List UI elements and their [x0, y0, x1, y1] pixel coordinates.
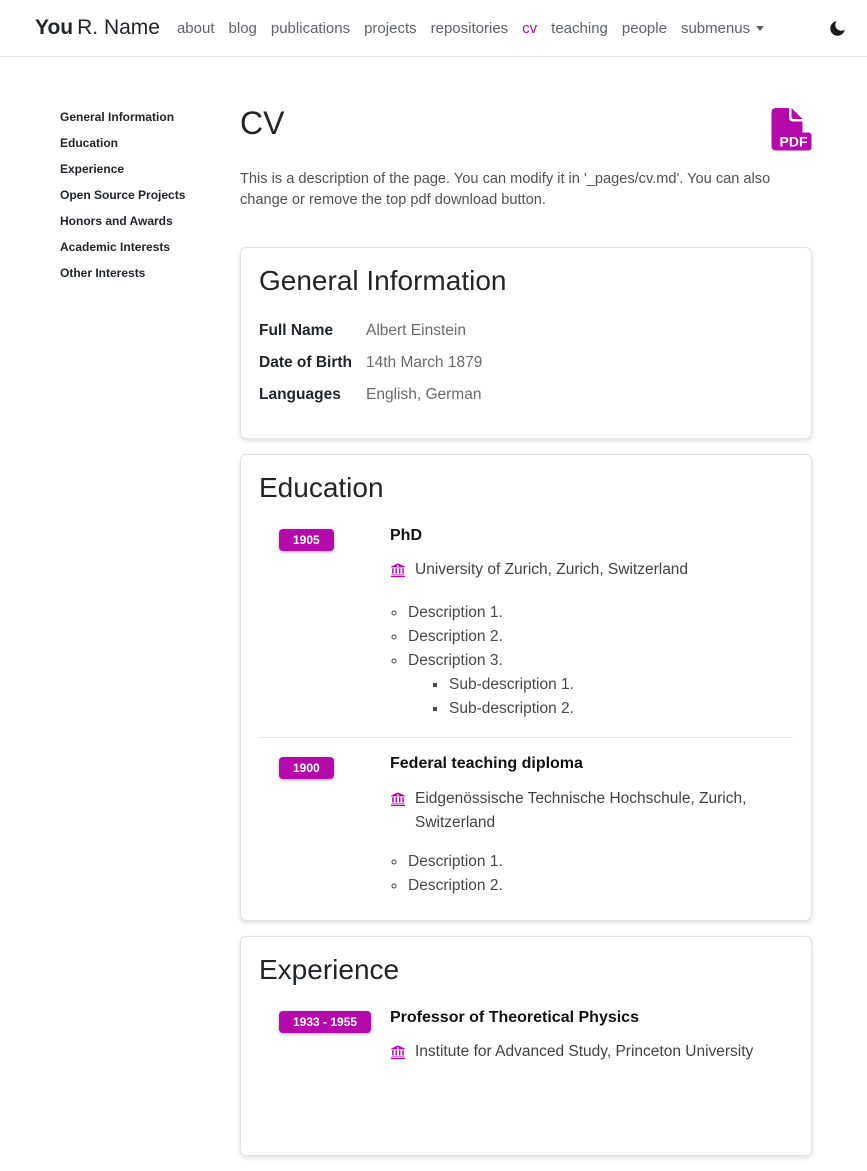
- nav-item-repositories[interactable]: repositories: [430, 19, 509, 37]
- toc-item-academic-interests[interactable]: Academic Interests: [60, 240, 171, 254]
- sub-description-item: ▪ Sub-description 1.: [448, 673, 793, 697]
- institution-row: [390, 1040, 793, 1068]
- institution-row: [390, 558, 793, 586]
- entry-content: [390, 1008, 793, 1068]
- description-text: Description 3.: [408, 652, 503, 670]
- general-information-title: General Information: [259, 265, 507, 296]
- moon-icon: [828, 19, 847, 38]
- info-value: English, German: [366, 385, 482, 403]
- main-content: [240, 97, 812, 1171]
- info-value: Albert Einstein: [366, 321, 466, 339]
- education-title: Education: [259, 471, 384, 503]
- nav-item-about[interactable]: about: [176, 19, 215, 37]
- pdf-download-button[interactable]: [765, 107, 812, 153]
- description-item: ◦ Description 2.: [407, 874, 793, 898]
- info-row-languages: [259, 384, 793, 405]
- entry-year-column: [259, 754, 390, 897]
- info-value: 14th March 1879: [366, 353, 483, 371]
- dark-mode-toggle[interactable]: [828, 19, 847, 38]
- nav-item-people[interactable]: people: [621, 19, 667, 37]
- nav-item-publications[interactable]: publications: [270, 19, 351, 37]
- description-item: ◦ Description 2.: [407, 625, 793, 649]
- experience-title: Experience: [259, 953, 400, 985]
- submenus-label: submenus: [680, 19, 751, 37]
- experience-card: [240, 936, 812, 1156]
- description-item: [407, 649, 793, 721]
- brand-first-name: You: [35, 16, 74, 39]
- institution-name: University of Zurich, Zurich, Switzerland: [415, 561, 689, 579]
- page-title: CV: [240, 105, 285, 141]
- education-card: [240, 454, 812, 921]
- description-list: [390, 850, 793, 898]
- info-row-full-name: [259, 320, 793, 341]
- nav-item-submenus[interactable]: [681, 20, 764, 37]
- education-entry-diploma: [259, 754, 793, 897]
- toc-item-experience[interactable]: Experience: [60, 162, 125, 176]
- info-row-date-of-birth: [259, 352, 793, 373]
- chevron-down-icon: [756, 26, 764, 31]
- year-badge: 1905: [279, 529, 334, 551]
- toc-item-honors-and-awards[interactable]: Honors and Awards: [60, 214, 173, 228]
- pdf-file-icon: [765, 107, 812, 153]
- entry-content: [390, 526, 793, 721]
- university-icon: [390, 787, 415, 835]
- top-navbar: [0, 0, 867, 57]
- university-icon: [390, 558, 415, 586]
- institution-name: Institute for Advanced Study, Princeton University: [415, 1043, 754, 1061]
- nav-item-teaching[interactable]: teaching: [551, 19, 608, 37]
- year-badge: 1900: [279, 757, 334, 779]
- toc-sidebar: [60, 111, 220, 293]
- toc-item-general-information[interactable]: General Information: [60, 110, 175, 124]
- entry-title: Federal teaching diploma: [390, 755, 583, 773]
- description-item: ◦ Description 1.: [407, 850, 793, 874]
- page-header: [240, 97, 812, 153]
- nav-item-projects[interactable]: projects: [364, 19, 417, 37]
- page-description: This is a description of the page. You can modify it in '_pages/cv.md'. You can also change or remove the top pdf download button.: [240, 171, 771, 208]
- experience-entry-professor: [259, 1008, 793, 1068]
- description-item: ◦ Description 1.: [407, 601, 793, 625]
- sub-description-item: ▪ Sub-description 2.: [448, 697, 793, 721]
- university-icon: [390, 1040, 415, 1068]
- sub-description-list: [408, 673, 793, 721]
- entry-year-column: [259, 1008, 390, 1068]
- entry-content: [390, 754, 793, 897]
- toc-item-open-source-projects[interactable]: Open Source Projects: [60, 188, 186, 202]
- toc-item-education[interactable]: Education: [60, 136, 119, 150]
- svg-text:PDF: PDF: [779, 133, 808, 150]
- info-label: Languages: [259, 385, 341, 403]
- site-brand[interactable]: [35, 16, 160, 40]
- toc-item-other-interests[interactable]: Other Interests: [60, 266, 146, 280]
- info-label: Full Name: [259, 321, 334, 339]
- nav-item-blog[interactable]: blog: [228, 19, 257, 37]
- description-list: [390, 601, 793, 721]
- year-badge: 1933 - 1955: [279, 1011, 371, 1033]
- main-nav: [177, 20, 816, 37]
- education-entry-phd: [259, 526, 793, 721]
- institution-name: Eidgenössische Technische Hochschule, Zurich, Switzerland: [415, 789, 747, 831]
- entry-title: PhD: [390, 527, 422, 545]
- entry-year-column: [259, 526, 390, 721]
- entry-title: Professor of Theoretical Physics: [390, 1009, 639, 1027]
- info-label: Date of Birth: [259, 353, 352, 371]
- brand-last-name: R. Name: [77, 16, 160, 39]
- nav-item-cv[interactable]: cv: [522, 19, 538, 37]
- entry-divider: [259, 737, 793, 738]
- institution-row: [390, 787, 793, 835]
- general-information-card: [240, 247, 812, 439]
